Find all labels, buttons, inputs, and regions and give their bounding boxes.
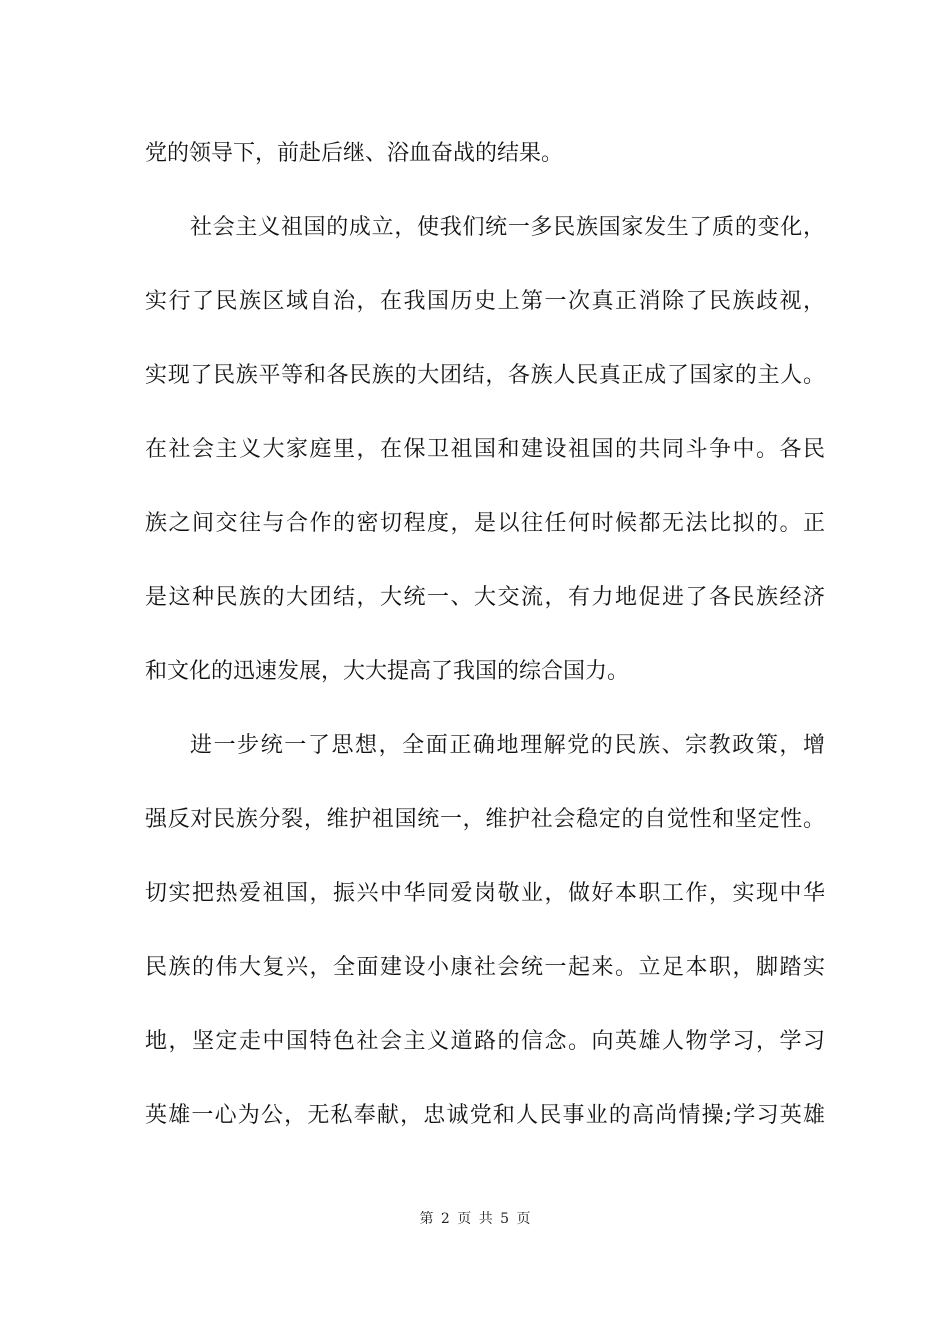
paragraph-start-line: 社会主义祖国的成立，使我们统一多民族国家发生了质的变化， [190,215,825,240]
text-line: 党的领导下，前赴后继、浴血奋战的结果。 [145,141,564,166]
paragraph-start-line: 进一步统一了思想，全面正确地理解党的民族、宗教政策，增 [190,733,825,758]
text-line: 族之间交往与合作的密切程度，是以往任何时候都无法比拟的。正 [145,511,825,536]
text-line: 和文化的迅速发展，大大提高了我国的综合国力。 [145,659,630,684]
text-line: 是这种民族的大团结，大统一、大交流，有力地促进了各民族经济 [145,585,825,610]
text-line: 在社会主义大家庭里，在保卫祖国和建设祖国的共同斗争中。各民 [145,437,825,462]
text-line: 英雄一心为公，无私奉献，忠诚党和人民事业的高尚情操;学习英雄 [145,1103,825,1128]
text-line: 实现了民族平等和各民族的大团结，各族人民真正成了国家的主人。 [145,363,825,388]
text-line: 强反对民族分裂，维护祖国统一，维护社会稳定的自觉性和坚定性。 [145,807,825,832]
text-line: 民族的伟大复兴，全面建设小康社会统一起来。立足本职，脚踏实 [145,955,825,980]
text-line: 地，坚定走中国特色社会主义道路的信念。向英雄人物学习，学习 [145,1029,825,1054]
text-line: 切实把热爱祖国，振兴中华同爱岗敬业，做好本职工作，实现中华 [145,881,825,906]
text-line: 实行了民族区域自治，在我国历史上第一次真正消除了民族歧视， [145,289,825,314]
page-number-footer: 第 2 页 共 5 页 [419,1211,531,1227]
